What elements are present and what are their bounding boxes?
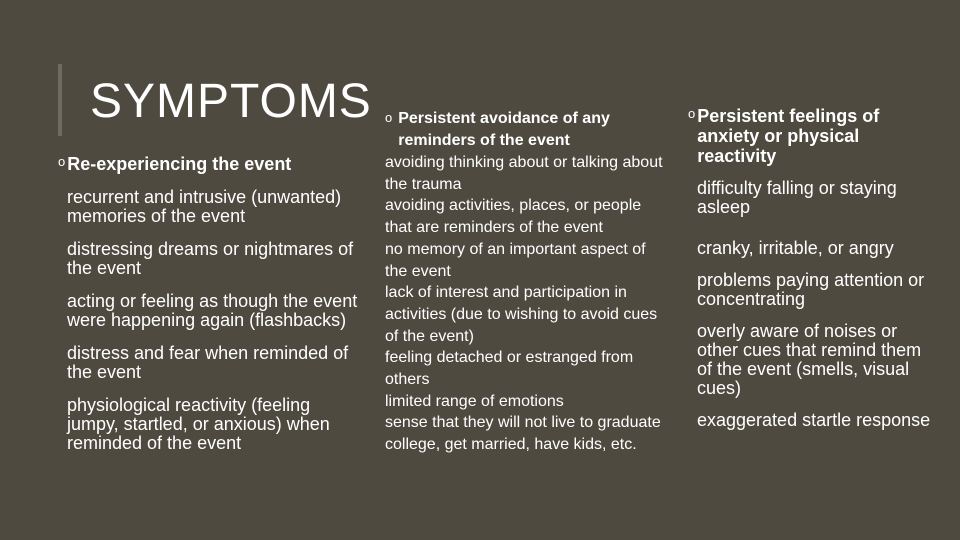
column2-heading: Persistent avoidance of any reminders of the event [398, 110, 610, 149]
column1-heading-row [58, 154, 358, 174]
column3-item: overly aware of noises or other cues that remind them of the event (smells, visual cues) [697, 321, 922, 398]
column-anxiety [688, 106, 933, 430]
slide-title: SYMPTOMS [90, 75, 372, 128]
column2-item: feeling detached or estranged from others [385, 349, 634, 389]
column3-item: cranky, irritable, or angry [697, 238, 894, 258]
column2-heading-row [385, 108, 665, 152]
column2-item: avoiding activities, places, or people that are reminders of the event [385, 197, 642, 237]
bullet-marker: o [58, 154, 66, 169]
column1-item: acting or feeling as though the event were happening again (flashbacks) [67, 291, 358, 330]
column1-item: distressing dreams or nightmares of the event [67, 239, 354, 278]
column3-heading: Persistent feelings of anxiety or physical reactivity [697, 106, 880, 166]
column1-heading: Re-experiencing the event [67, 154, 292, 174]
column3-item: difficulty falling or staying asleep [697, 178, 897, 217]
column1-item: distress and fear when reminded of the event [67, 343, 349, 382]
column1-item: physiological reactivity (feeling jumpy, startled, or anxious) when reminded of the event [67, 395, 330, 453]
column2-item: sense that they will not live to graduate college, get married, have kids, etc. [385, 414, 661, 454]
column2-item: no memory of an important aspect of the event [385, 240, 646, 280]
bullet-marker: o [688, 106, 696, 121]
column2-item: limited range of emotions [385, 392, 564, 410]
column3-heading-row [688, 106, 933, 166]
column3-item: problems paying attention or concentrating [697, 270, 925, 309]
column-re-experiencing [58, 154, 358, 453]
bullet-marker: o [385, 110, 393, 125]
title-accent-bar [58, 64, 62, 136]
column1-item: recurrent and intrusive (unwanted) memories of the event [67, 187, 342, 226]
column2-list [385, 152, 665, 456]
column2-item: avoiding thinking about or talking about the trauma [385, 154, 663, 193]
column-avoidance [385, 108, 665, 456]
column3-item: exaggerated startle response [697, 410, 931, 430]
column2-item: lack of interest and participation in activities (due to wishing to avoid cues of the event) [385, 284, 658, 345]
